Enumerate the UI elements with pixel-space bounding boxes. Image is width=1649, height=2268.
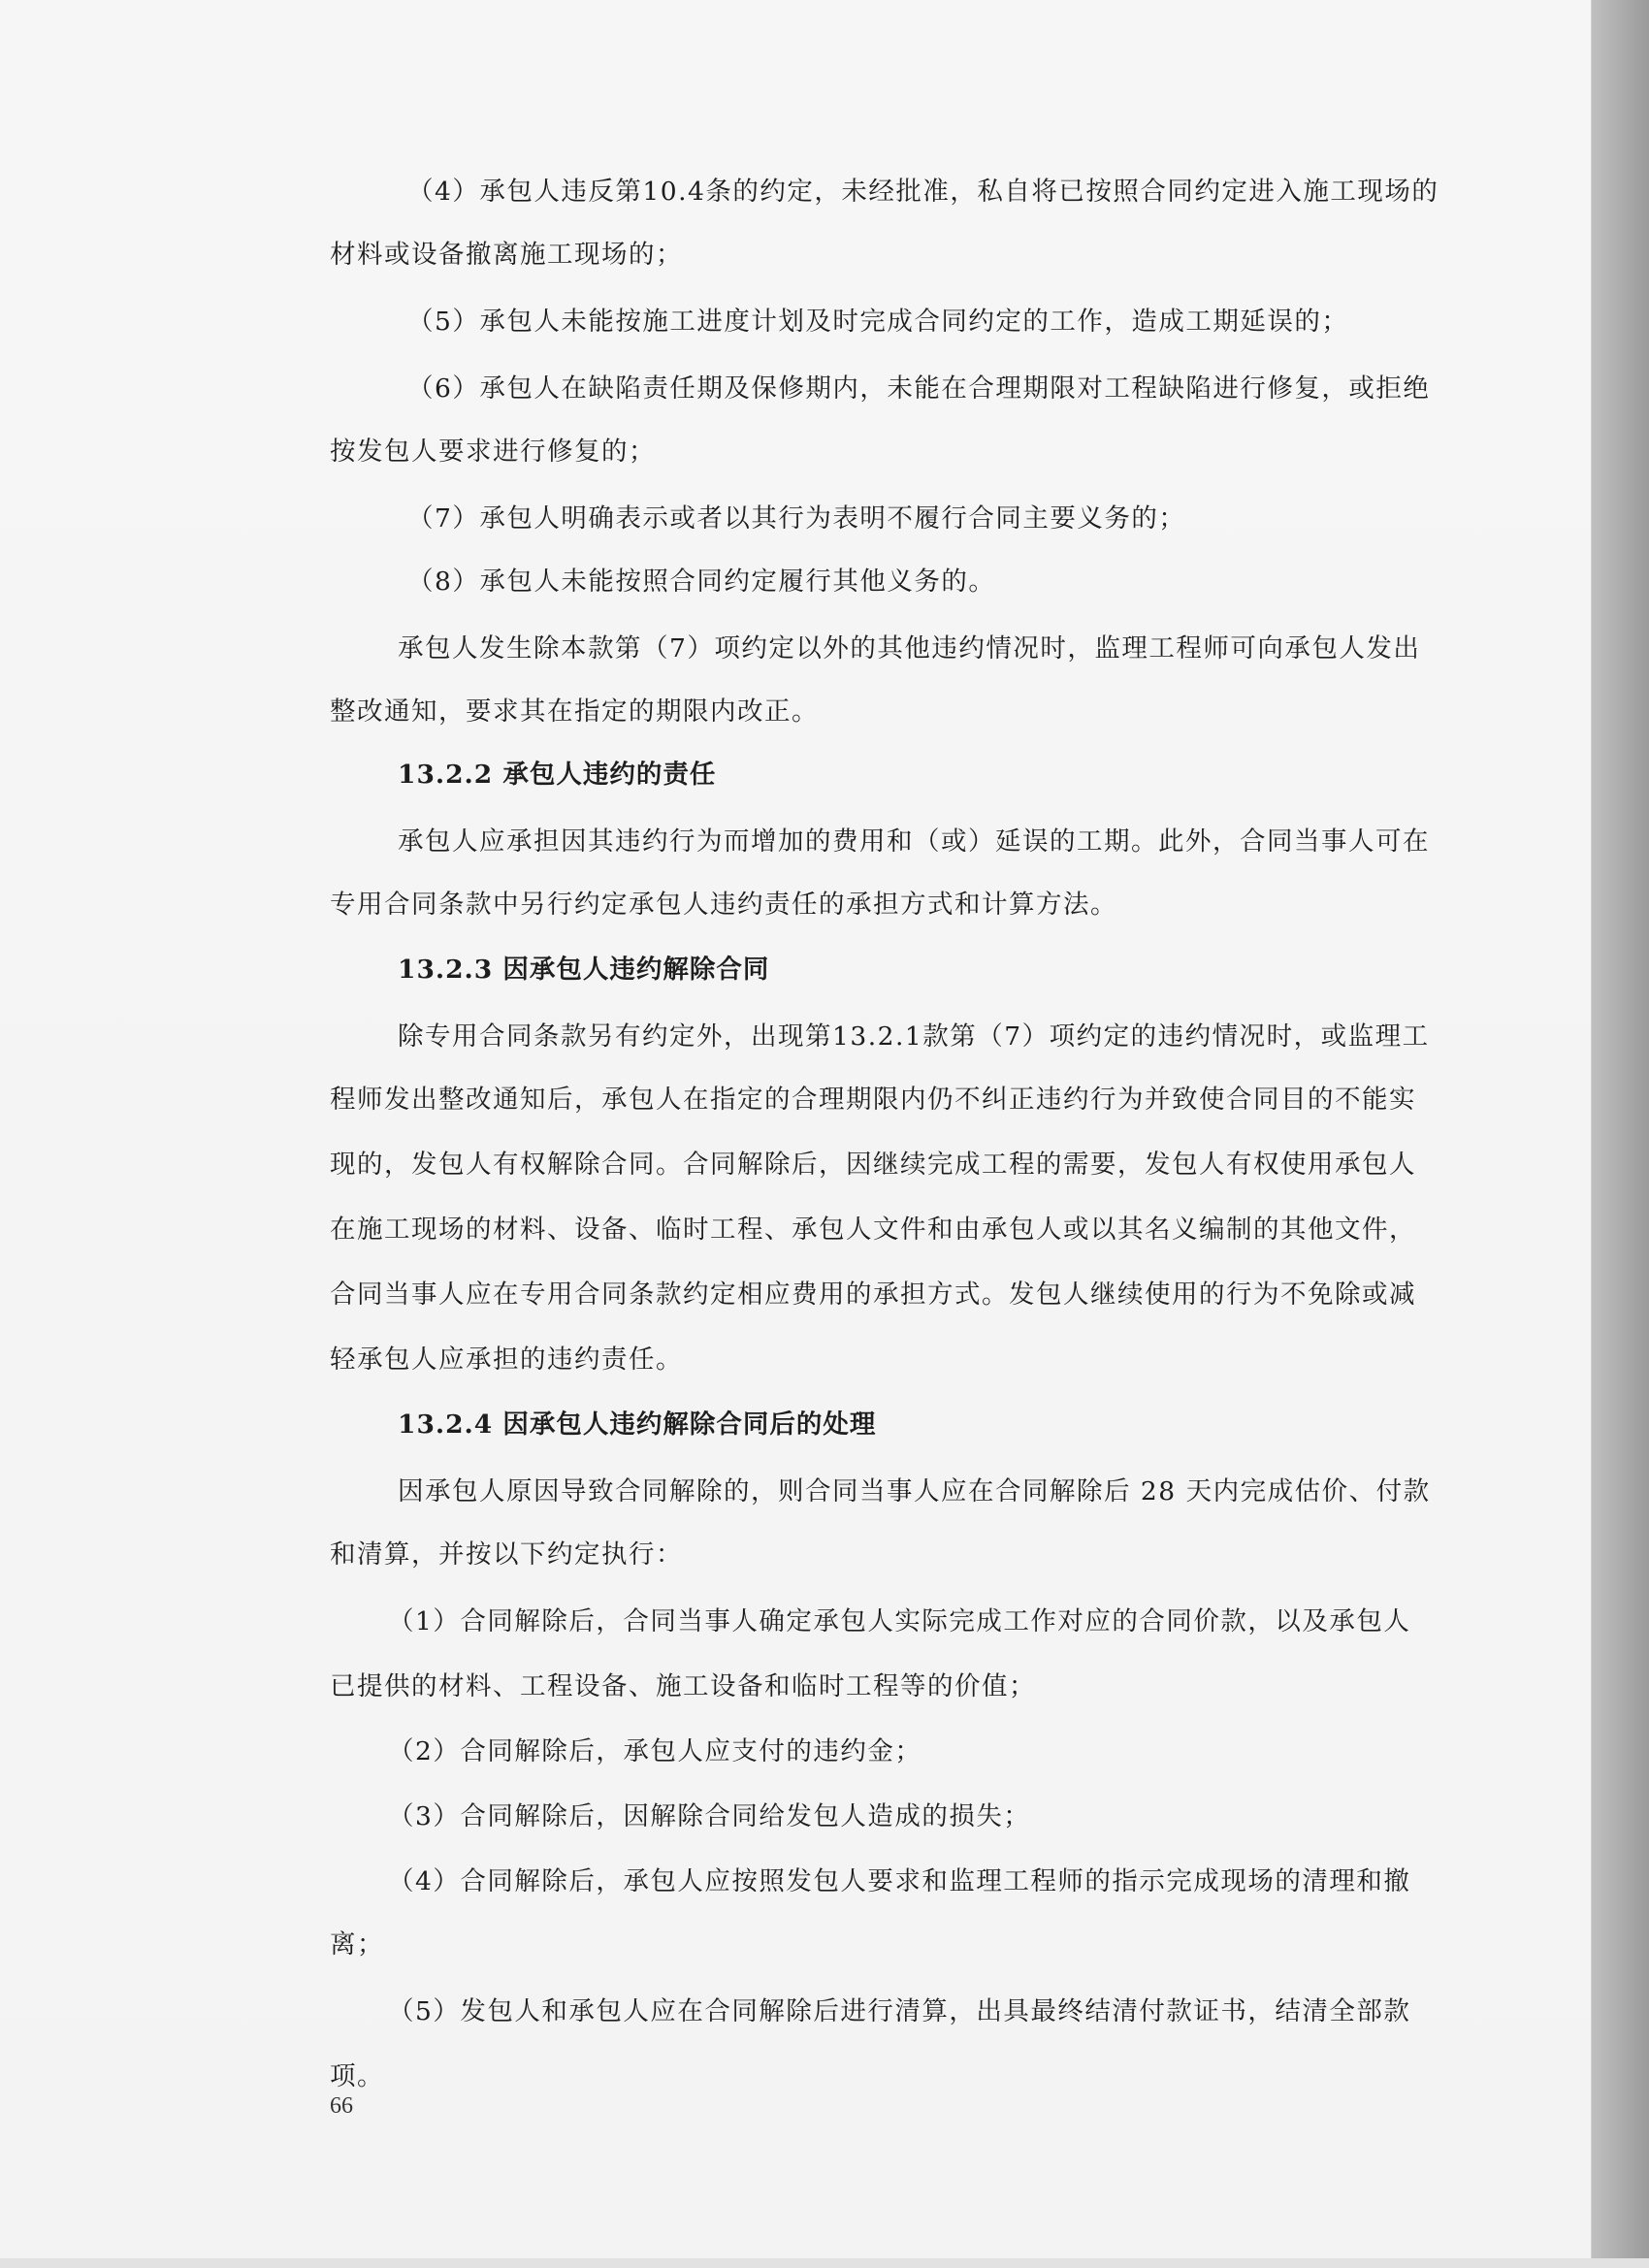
text-line: （3）合同解除后，因解除合同给发包人造成的损失； — [388, 1801, 1031, 1831]
text-line: 除专用合同条款另有约定外，出现第13.2.1款第（7）项约定的违约情况时，或监理工 — [398, 1021, 1430, 1052]
text-line: （4）承包人违反第10.4条的约定，未经批准，私自将已按照合同约定进入施工现场的 — [407, 177, 1439, 207]
text-line: 离； — [330, 1929, 384, 1960]
text-line: （2）合同解除后，承包人应支付的违约金； — [388, 1736, 922, 1766]
text-line: 专用合同条款中另行约定承包人违约责任的承担方式和计算方法。 — [330, 890, 1117, 920]
scan-bottom-edge — [0, 2258, 1649, 2268]
text-line: 和清算，并按以下约定执行： — [330, 1539, 683, 1570]
text-line: （7）承包人明确表示或者以其行为表明不履行合同主要义务的； — [407, 503, 1186, 534]
text-line: 承包人应承担因其违约行为而增加的费用和（或）延误的工期。此外，合同当事人可在 — [398, 826, 1430, 857]
text-line: （8）承包人未能按照合同约定履行其他义务的。 — [407, 567, 996, 597]
section-heading-13-2-4: 13.2.4 因承包人违约解除合同后的处理 — [398, 1409, 877, 1440]
text-line: 项。 — [330, 2061, 384, 2091]
text-line: 材料或设备撤离施工现场的； — [330, 240, 683, 270]
text-line: 现的，发包人有权解除合同。合同解除后，因继续完成工程的需要，发包人有权使用承包人 — [330, 1150, 1416, 1180]
text-line: 在施工现场的材料、设备、临时工程、承包人文件和由承包人或以其名义编制的其他文件， — [330, 1215, 1416, 1245]
text-line: （5）发包人和承包人应在合同解除后进行清算，出具最终结清付款证书，结清全部款 — [388, 1996, 1411, 2026]
text-line: 已提供的材料、工程设备、施工设备和临时工程等的价值； — [330, 1671, 1036, 1701]
text-line: 整改通知，要求其在指定的期限内改正。 — [330, 697, 819, 727]
text-line: 程师发出整改通知后，承包人在指定的合理期限内仍不纠正违约行为并致使合同目的不能实 — [330, 1085, 1416, 1115]
section-heading-13-2-3: 13.2.3 因承包人违约解除合同 — [398, 955, 770, 985]
text-line: （4）合同解除后，承包人应按照发包人要求和监理工程师的指示完成现场的清理和撤 — [388, 1866, 1411, 1896]
page-number: 66 — [330, 2093, 353, 2119]
text-line: （6）承包人在缺陷责任期及保修期内，未能在合理期限对工程缺陷进行修复，或拒绝 — [407, 373, 1431, 404]
text-line: （5）承包人未能按施工进度计划及时完成合同约定的工作，造成工期延误的； — [407, 307, 1349, 337]
text-line: （1）合同解除后，合同当事人确定承包人实际完成工作对应的合同价款，以及承包人 — [388, 1606, 1411, 1636]
text-line: 按发包人要求进行修复的； — [330, 437, 656, 467]
text-line: 轻承包人应承担的违约责任。 — [330, 1345, 683, 1375]
text-line: 因承包人原因导致合同解除的，则合同当事人应在合同解除后 28 天内完成估价、付款 — [398, 1476, 1431, 1507]
section-heading-13-2-2: 13.2.2 承包人违约的责任 — [398, 760, 717, 790]
text-line: 承包人发生除本款第（7）项约定以外的其他违约情况时，监理工程师可向承包人发出 — [398, 633, 1421, 664]
text-line: 合同当事人应在专用合同条款约定相应费用的承担方式。发包人继续使用的行为不免除或减 — [330, 1280, 1416, 1310]
